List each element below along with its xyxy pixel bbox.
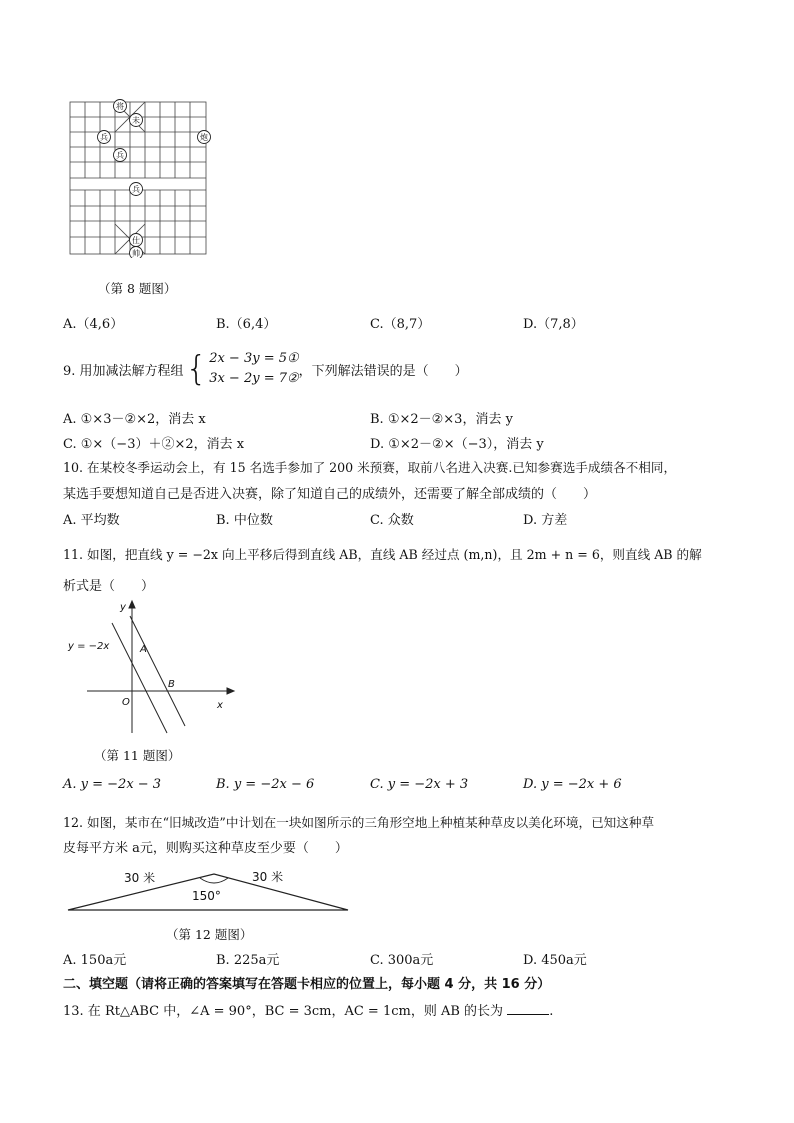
q12-option-d[interactable]: D. 450a元: [523, 953, 587, 968]
q9-option-b[interactable]: B. ①×2－②×3，消去 y: [370, 412, 513, 427]
q12-caption: （第 12 题图）: [166, 927, 253, 942]
q8-caption: （第 8 题图）: [98, 281, 177, 296]
svg-text:炮: 炮: [200, 133, 208, 142]
q9-option-a[interactable]: A. ①×3－②×2，消去 x: [63, 412, 206, 427]
q9-stem-prefix: 9. 用加减法解方程组: [63, 363, 184, 379]
q11-option-b[interactable]: B. y = −2x − 6: [216, 777, 315, 792]
svg-text:仕: 仕: [132, 236, 140, 245]
svg-text:将: 将: [116, 102, 124, 111]
q13-answer-blank[interactable]: [507, 1002, 549, 1015]
q11-caption: （第 11 题图）: [94, 748, 181, 763]
q13-end: .: [549, 1004, 554, 1019]
q11-graph: [62, 598, 237, 738]
q12-line2: 皮每平方米 a元，则购买这种草皮至少要（ ）: [63, 841, 348, 856]
q10-option-d[interactable]: D. 方差: [523, 513, 568, 528]
q11-line-ab: [130, 616, 185, 726]
q10-option-c[interactable]: C. 众数: [370, 513, 414, 528]
q10-line2: 某选手要想知道自己是否进入决赛，除了知道自己的成绩外，还需要了解全部成绩的（ ）: [63, 487, 597, 502]
q13-text: 13. 在 Rt△ABC 中，∠A = 90°，BC = 3cm，AC = 1cm，则 AB 的长为: [63, 1004, 504, 1019]
q8-option-c[interactable]: C.（8,7）: [370, 317, 431, 332]
svg-text:y = −2x: y = −2x: [68, 641, 110, 652]
svg-text:y: y: [120, 602, 126, 613]
svg-text:帅: 帅: [132, 249, 140, 258]
q12-option-c[interactable]: C. 300a元: [370, 953, 434, 968]
q11-option-c[interactable]: C. y = −2x + 3: [370, 777, 469, 792]
q8-option-a[interactable]: A.（4,6）: [63, 317, 124, 332]
svg-text:x: x: [217, 700, 223, 711]
q10-line1: 10. 在某校冬季运动会上，有 15 名选手参加了 200 米预赛，取前八名进入决赛.已知参赛选手成绩各不相同，: [63, 460, 677, 475]
q9-stem: [63, 349, 468, 389]
q8-board-figure: [66, 98, 211, 258]
q13-stem: [63, 1000, 553, 1019]
q9-eq1: 2x − 3y = 5①: [209, 351, 299, 366]
svg-text:150°: 150°: [192, 889, 221, 903]
svg-text:兵: 兵: [116, 151, 124, 160]
svg-text:A: A: [140, 644, 147, 655]
svg-text:兵: 兵: [132, 185, 140, 194]
q9-option-c[interactable]: C. ①×（−3）＋②×2，消去 x: [63, 437, 245, 452]
q10-option-a[interactable]: A. 平均数: [63, 513, 120, 528]
q11-option-d[interactable]: D. y = −2x + 6: [523, 777, 622, 792]
q11-line2: 析式是（ ）: [63, 579, 155, 594]
q9-stem-suffix: ，下列解法错误的是（ ）: [298, 363, 468, 379]
q12-triangle-figure: [62, 862, 354, 914]
section2-title: 二、填空题（请将正确的答案填写在答题卡相应的位置上，每小题 4 分，共 16 分）: [63, 977, 551, 992]
svg-text:O: O: [122, 697, 130, 708]
q8-option-b[interactable]: B.（6,4）: [216, 317, 277, 332]
q12-option-b[interactable]: B. 225a元: [216, 953, 280, 968]
q11-x-arrow: [227, 688, 234, 694]
q11-y-arrow: [129, 601, 135, 608]
q8-option-d[interactable]: D.（7,8）: [523, 317, 584, 332]
svg-text:30 米: 30 米: [124, 871, 156, 885]
q9-brace: {: [185, 349, 208, 389]
svg-text:未: 未: [132, 116, 140, 125]
q10-option-b[interactable]: B. 中位数: [216, 513, 273, 528]
svg-text:30 米: 30 米: [252, 870, 284, 884]
q12-line1: 12. 如图，某市在“旧城改造”中计划在一块如图所示的三角形空地上种植某种草皮以美化环境，已知这种草: [63, 815, 655, 830]
q12-option-a[interactable]: A. 150a元: [63, 953, 127, 968]
q11-line1: 11. 如图，把直线 y = −2x 向上平移后得到直线 AB，直线 AB 经过点 (m,n)，且 2m + n = 6，则直线 AB 的解: [63, 547, 702, 562]
q12-angle-arc: [200, 878, 228, 883]
q11-line-y-neg2x: [112, 623, 167, 733]
q9-option-d[interactable]: D. ①×2－②×（−3），消去 y: [370, 437, 544, 452]
q9-eq2: 3x − 2y = 7②: [209, 371, 299, 386]
svg-text:兵: 兵: [100, 133, 108, 142]
q11-option-a[interactable]: A. y = −2x − 3: [63, 777, 162, 792]
svg-text:B: B: [168, 679, 175, 690]
